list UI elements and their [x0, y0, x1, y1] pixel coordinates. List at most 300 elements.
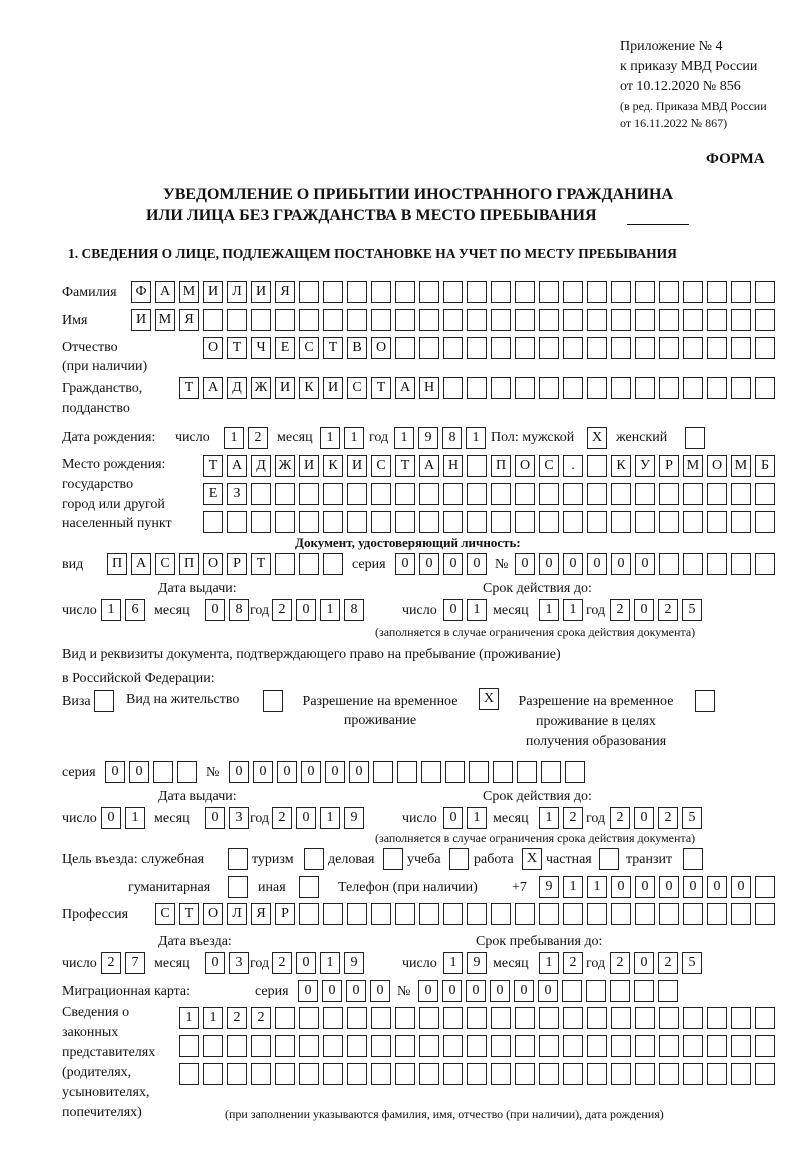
patronymic-cell[interactable]: [467, 337, 487, 359]
id-issue-year-cell[interactable]: 0: [296, 599, 316, 621]
birthplace-cell[interactable]: Н: [443, 455, 463, 477]
reps-cell[interactable]: [395, 1063, 415, 1085]
name-cell[interactable]: И: [131, 309, 151, 331]
birthplace-cell[interactable]: И: [347, 455, 367, 477]
reps-cell[interactable]: [683, 1007, 703, 1029]
birthplace-cell[interactable]: [251, 483, 271, 505]
birthplace-cell[interactable]: [275, 483, 295, 505]
id-issue-year-cell[interactable]: 8: [344, 599, 364, 621]
reps-cell[interactable]: [467, 1007, 487, 1029]
stay-valid-day-cell[interactable]: 0: [443, 807, 463, 829]
stay-doc-number-cell[interactable]: 0: [301, 761, 321, 783]
name-cell[interactable]: [203, 309, 223, 331]
reps-cell[interactable]: [515, 1007, 535, 1029]
migration-number-cell[interactable]: [658, 980, 678, 1002]
stay-issue-month-cell[interactable]: 0: [205, 807, 225, 829]
stay-doc-number-cell[interactable]: [517, 761, 537, 783]
migration-number-cell[interactable]: [610, 980, 630, 1002]
birthplace-cell[interactable]: О: [515, 455, 535, 477]
id-issue-month-cell[interactable]: 0: [205, 599, 225, 621]
stay-doc-number-cell[interactable]: [421, 761, 441, 783]
birthplace-cell[interactable]: [395, 511, 415, 533]
purpose-official-checkbox[interactable]: [228, 848, 248, 870]
citizenship-cell[interactable]: И: [275, 377, 295, 399]
profession-cell[interactable]: [683, 903, 703, 925]
migration-number-cell[interactable]: 0: [514, 980, 534, 1002]
id-doc-kind-cell[interactable]: [299, 553, 319, 575]
stay-doc-number-cell[interactable]: [493, 761, 513, 783]
birthplace-cell[interactable]: [707, 511, 727, 533]
patronymic-cell[interactable]: [491, 337, 511, 359]
reps-cell[interactable]: [395, 1007, 415, 1029]
name-cell[interactable]: [731, 309, 751, 331]
id-valid-month-cell[interactable]: 1: [539, 599, 559, 621]
reps-cell[interactable]: [587, 1007, 607, 1029]
birthplace-cell[interactable]: К: [323, 455, 343, 477]
name-cell[interactable]: [323, 309, 343, 331]
stay-doc-number-cell[interactable]: [397, 761, 417, 783]
birthplace-cell[interactable]: [611, 511, 631, 533]
id-doc-kind-cell[interactable]: С: [155, 553, 175, 575]
reps-cell[interactable]: [755, 1063, 775, 1085]
name-cell[interactable]: [299, 309, 319, 331]
reps-cell[interactable]: [539, 1035, 559, 1057]
surname-cell[interactable]: [323, 281, 343, 303]
birthplace-cell[interactable]: [707, 483, 727, 505]
reps-cell[interactable]: [707, 1035, 727, 1057]
profession-cell[interactable]: [515, 903, 535, 925]
stay-issue-year-cell[interactable]: 1: [320, 807, 340, 829]
stay-until-day-cell[interactable]: 1: [443, 952, 463, 974]
purpose-work-checkbox[interactable]: X: [522, 848, 542, 870]
stay-valid-year-cell[interactable]: 5: [682, 807, 702, 829]
patronymic-cell[interactable]: [419, 337, 439, 359]
entry-year-cell[interactable]: 9: [344, 952, 364, 974]
id-doc-number-cell[interactable]: 0: [563, 553, 583, 575]
stay-valid-year-cell[interactable]: 2: [658, 807, 678, 829]
reps-cell[interactable]: [227, 1035, 247, 1057]
stay-until-year-cell[interactable]: 0: [634, 952, 654, 974]
reps-cell[interactable]: [539, 1063, 559, 1085]
patronymic-cell[interactable]: [587, 337, 607, 359]
birthplace-cell[interactable]: [467, 483, 487, 505]
reps-cell[interactable]: [275, 1063, 295, 1085]
birthplace-cell[interactable]: [755, 511, 775, 533]
sex-female-checkbox[interactable]: [685, 427, 705, 449]
stay-until-year-cell[interactable]: 2: [658, 952, 678, 974]
reps-cell[interactable]: [467, 1063, 487, 1085]
stay-valid-year-cell[interactable]: 2: [610, 807, 630, 829]
patronymic-cell[interactable]: [659, 337, 679, 359]
migration-number-cell[interactable]: 0: [466, 980, 486, 1002]
purpose-tourism-checkbox[interactable]: [304, 848, 324, 870]
birthplace-cell[interactable]: [659, 511, 679, 533]
stay-valid-day-cell[interactable]: 1: [467, 807, 487, 829]
reps-cell[interactable]: [683, 1063, 703, 1085]
entry-day-cell[interactable]: 7: [125, 952, 145, 974]
birthplace-cell[interactable]: М: [683, 455, 703, 477]
birthplace-cell[interactable]: [539, 483, 559, 505]
birthplace-cell[interactable]: [275, 511, 295, 533]
name-cell[interactable]: [371, 309, 391, 331]
stay-valid-month-cell[interactable]: 1: [539, 807, 559, 829]
citizenship-cell[interactable]: И: [323, 377, 343, 399]
id-issue-year-cell[interactable]: 1: [320, 599, 340, 621]
birth-day-cell[interactable]: 2: [248, 427, 268, 449]
birthplace-cell[interactable]: Т: [395, 455, 415, 477]
birthplace-cell[interactable]: [635, 511, 655, 533]
reps-cell[interactable]: [395, 1035, 415, 1057]
surname-cell[interactable]: [635, 281, 655, 303]
birthplace-cell[interactable]: М: [731, 455, 751, 477]
surname-cell[interactable]: [419, 281, 439, 303]
reps-cell[interactable]: [515, 1035, 535, 1057]
patronymic-cell[interactable]: [611, 337, 631, 359]
citizenship-cell[interactable]: [467, 377, 487, 399]
reps-cell[interactable]: [659, 1035, 679, 1057]
reps-cell[interactable]: [731, 1063, 751, 1085]
name-cell[interactable]: [227, 309, 247, 331]
surname-cell[interactable]: [659, 281, 679, 303]
patronymic-cell[interactable]: Т: [323, 337, 343, 359]
birth-month-cell[interactable]: 1: [320, 427, 340, 449]
birthplace-cell[interactable]: [611, 483, 631, 505]
stay-doc-series-cell[interactable]: [177, 761, 197, 783]
reps-cell[interactable]: [371, 1063, 391, 1085]
surname-cell[interactable]: [467, 281, 487, 303]
birthplace-cell[interactable]: Т: [203, 455, 223, 477]
patronymic-cell[interactable]: О: [371, 337, 391, 359]
birthplace-cell[interactable]: [683, 511, 703, 533]
patronymic-cell[interactable]: В: [347, 337, 367, 359]
id-valid-year-cell[interactable]: 2: [610, 599, 630, 621]
entry-month-cell[interactable]: 3: [229, 952, 249, 974]
phone-cell[interactable]: 1: [587, 876, 607, 898]
stay-doc-number-cell[interactable]: 0: [325, 761, 345, 783]
name-cell[interactable]: [635, 309, 655, 331]
name-cell[interactable]: [275, 309, 295, 331]
reps-cell[interactable]: [203, 1035, 223, 1057]
birthplace-cell[interactable]: [587, 455, 607, 477]
surname-cell[interactable]: [491, 281, 511, 303]
patronymic-cell[interactable]: [707, 337, 727, 359]
birthplace-cell[interactable]: .: [563, 455, 583, 477]
patronymic-cell[interactable]: Т: [227, 337, 247, 359]
reps-cell[interactable]: [179, 1035, 199, 1057]
reps-cell[interactable]: [539, 1007, 559, 1029]
id-doc-kind-cell[interactable]: А: [131, 553, 151, 575]
phone-cell[interactable]: 0: [611, 876, 631, 898]
entry-year-cell[interactable]: 1: [320, 952, 340, 974]
patronymic-cell[interactable]: О: [203, 337, 223, 359]
phone-cell[interactable]: 0: [683, 876, 703, 898]
id-issue-month-cell[interactable]: 8: [229, 599, 249, 621]
profession-cell[interactable]: [467, 903, 487, 925]
birthplace-cell[interactable]: [587, 511, 607, 533]
migration-series-cell[interactable]: 0: [370, 980, 390, 1002]
reps-cell[interactable]: [443, 1035, 463, 1057]
profession-cell[interactable]: [755, 903, 775, 925]
sex-male-checkbox[interactable]: X: [587, 427, 607, 449]
stay-doc-number-cell[interactable]: [469, 761, 489, 783]
migration-number-cell[interactable]: [562, 980, 582, 1002]
birth-year-cell[interactable]: 9: [418, 427, 438, 449]
surname-cell[interactable]: [347, 281, 367, 303]
stay-doc-number-cell[interactable]: [565, 761, 585, 783]
birthplace-cell[interactable]: [299, 511, 319, 533]
birth-month-cell[interactable]: 1: [344, 427, 364, 449]
patronymic-cell[interactable]: [563, 337, 583, 359]
entry-year-cell[interactable]: 0: [296, 952, 316, 974]
id-issue-year-cell[interactable]: 2: [272, 599, 292, 621]
reps-cell[interactable]: [347, 1063, 367, 1085]
reps-cell[interactable]: [275, 1035, 295, 1057]
reps-cell[interactable]: [203, 1063, 223, 1085]
citizenship-cell[interactable]: Н: [419, 377, 439, 399]
id-doc-kind-cell[interactable]: П: [107, 553, 127, 575]
reps-cell[interactable]: [491, 1035, 511, 1057]
profession-cell[interactable]: О: [203, 903, 223, 925]
id-doc-kind-cell[interactable]: Р: [227, 553, 247, 575]
birthplace-cell[interactable]: [755, 483, 775, 505]
migration-number-cell[interactable]: 0: [442, 980, 462, 1002]
birthplace-cell[interactable]: [299, 483, 319, 505]
profession-cell[interactable]: [635, 903, 655, 925]
birthplace-cell[interactable]: [491, 511, 511, 533]
id-doc-series-cell[interactable]: 0: [395, 553, 415, 575]
patronymic-cell[interactable]: [635, 337, 655, 359]
residence-permit-checkbox[interactable]: [263, 690, 283, 712]
surname-cell[interactable]: [563, 281, 583, 303]
citizenship-cell[interactable]: [731, 377, 751, 399]
visa-checkbox[interactable]: [94, 690, 114, 712]
stay-issue-year-cell[interactable]: 9: [344, 807, 364, 829]
surname-cell[interactable]: [515, 281, 535, 303]
surname-cell[interactable]: А: [155, 281, 175, 303]
temp-edu-checkbox[interactable]: [695, 690, 715, 712]
birthplace-cell[interactable]: [443, 511, 463, 533]
citizenship-cell[interactable]: [491, 377, 511, 399]
profession-cell[interactable]: Я: [251, 903, 271, 925]
birthplace-cell[interactable]: [371, 483, 391, 505]
name-cell[interactable]: [683, 309, 703, 331]
id-doc-number-cell[interactable]: [707, 553, 727, 575]
birthplace-cell[interactable]: [587, 483, 607, 505]
name-cell[interactable]: [659, 309, 679, 331]
stay-doc-number-cell[interactable]: [373, 761, 393, 783]
stay-issue-year-cell[interactable]: 2: [272, 807, 292, 829]
stay-doc-number-cell[interactable]: 0: [349, 761, 369, 783]
stay-doc-series-cell[interactable]: [153, 761, 173, 783]
name-cell[interactable]: [515, 309, 535, 331]
migration-number-cell[interactable]: [586, 980, 606, 1002]
birthplace-cell[interactable]: [419, 483, 439, 505]
reps-cell[interactable]: [275, 1007, 295, 1029]
patronymic-cell[interactable]: [755, 337, 775, 359]
birthplace-cell[interactable]: А: [227, 455, 247, 477]
birthplace-cell[interactable]: [347, 483, 367, 505]
stay-doc-number-cell[interactable]: 0: [277, 761, 297, 783]
id-doc-number-cell[interactable]: [731, 553, 751, 575]
birthplace-cell[interactable]: П: [491, 455, 511, 477]
surname-cell[interactable]: М: [179, 281, 199, 303]
reps-cell[interactable]: [611, 1007, 631, 1029]
patronymic-cell[interactable]: Ч: [251, 337, 271, 359]
surname-cell[interactable]: [395, 281, 415, 303]
reps-cell[interactable]: [755, 1007, 775, 1029]
name-cell[interactable]: [539, 309, 559, 331]
profession-cell[interactable]: Р: [275, 903, 295, 925]
id-issue-day-cell[interactable]: 1: [101, 599, 121, 621]
reps-cell[interactable]: [419, 1063, 439, 1085]
reps-cell[interactable]: [515, 1063, 535, 1085]
birthplace-cell[interactable]: [563, 483, 583, 505]
stay-valid-year-cell[interactable]: 0: [634, 807, 654, 829]
name-cell[interactable]: [707, 309, 727, 331]
reps-cell[interactable]: 1: [203, 1007, 223, 1029]
phone-cell[interactable]: [755, 876, 775, 898]
reps-cell[interactable]: 2: [227, 1007, 247, 1029]
birthplace-cell[interactable]: Р: [659, 455, 679, 477]
surname-cell[interactable]: Л: [227, 281, 247, 303]
phone-cell[interactable]: 0: [635, 876, 655, 898]
patronymic-cell[interactable]: [683, 337, 703, 359]
id-doc-number-cell[interactable]: 0: [635, 553, 655, 575]
birthplace-cell[interactable]: [491, 483, 511, 505]
patronymic-cell[interactable]: [731, 337, 751, 359]
reps-cell[interactable]: [299, 1007, 319, 1029]
stay-issue-day-cell[interactable]: 1: [125, 807, 145, 829]
reps-cell[interactable]: [755, 1035, 775, 1057]
birthplace-cell[interactable]: У: [635, 455, 655, 477]
id-issue-day-cell[interactable]: 6: [125, 599, 145, 621]
phone-cell[interactable]: 0: [731, 876, 751, 898]
surname-cell[interactable]: [683, 281, 703, 303]
surname-cell[interactable]: И: [251, 281, 271, 303]
stay-doc-number-cell[interactable]: [445, 761, 465, 783]
birthplace-cell[interactable]: [683, 483, 703, 505]
entry-day-cell[interactable]: 2: [101, 952, 121, 974]
citizenship-cell[interactable]: [683, 377, 703, 399]
reps-cell[interactable]: [419, 1035, 439, 1057]
surname-cell[interactable]: [371, 281, 391, 303]
purpose-private-checkbox[interactable]: [599, 848, 619, 870]
citizenship-cell[interactable]: [587, 377, 607, 399]
surname-cell[interactable]: [611, 281, 631, 303]
reps-cell[interactable]: [227, 1063, 247, 1085]
citizenship-cell[interactable]: А: [203, 377, 223, 399]
reps-cell[interactable]: [323, 1063, 343, 1085]
birthplace-cell[interactable]: [467, 511, 487, 533]
citizenship-cell[interactable]: [515, 377, 535, 399]
stay-until-month-cell[interactable]: 2: [563, 952, 583, 974]
migration-number-cell[interactable]: 0: [538, 980, 558, 1002]
id-doc-series-cell[interactable]: 0: [467, 553, 487, 575]
profession-cell[interactable]: [563, 903, 583, 925]
birthplace-cell[interactable]: К: [611, 455, 631, 477]
name-cell[interactable]: [563, 309, 583, 331]
birthplace-cell[interactable]: [323, 483, 343, 505]
id-doc-kind-cell[interactable]: [323, 553, 343, 575]
patronymic-cell[interactable]: [443, 337, 463, 359]
migration-number-cell[interactable]: [634, 980, 654, 1002]
profession-cell[interactable]: [659, 903, 679, 925]
profession-cell[interactable]: [539, 903, 559, 925]
profession-cell[interactable]: Л: [227, 903, 247, 925]
id-doc-kind-cell[interactable]: О: [203, 553, 223, 575]
id-valid-year-cell[interactable]: 5: [682, 599, 702, 621]
reps-cell[interactable]: [491, 1063, 511, 1085]
birthplace-cell[interactable]: [323, 511, 343, 533]
profession-cell[interactable]: [347, 903, 367, 925]
entry-month-cell[interactable]: 0: [205, 952, 225, 974]
reps-cell[interactable]: [611, 1035, 631, 1057]
birthplace-cell[interactable]: С: [371, 455, 391, 477]
reps-cell[interactable]: [179, 1063, 199, 1085]
birthplace-cell[interactable]: [227, 511, 247, 533]
id-doc-number-cell[interactable]: 0: [587, 553, 607, 575]
profession-cell[interactable]: [587, 903, 607, 925]
citizenship-cell[interactable]: Т: [371, 377, 391, 399]
reps-cell[interactable]: [635, 1035, 655, 1057]
birthplace-cell[interactable]: [731, 511, 751, 533]
reps-cell[interactable]: [323, 1007, 343, 1029]
id-doc-number-cell[interactable]: [683, 553, 703, 575]
reps-cell[interactable]: [371, 1035, 391, 1057]
reps-cell[interactable]: [299, 1063, 319, 1085]
stay-issue-year-cell[interactable]: 0: [296, 807, 316, 829]
citizenship-cell[interactable]: А: [395, 377, 415, 399]
citizenship-cell[interactable]: С: [347, 377, 367, 399]
reps-cell[interactable]: [251, 1063, 271, 1085]
phone-cell[interactable]: 0: [707, 876, 727, 898]
stay-issue-day-cell[interactable]: 0: [101, 807, 121, 829]
migration-series-cell[interactable]: 0: [322, 980, 342, 1002]
surname-cell[interactable]: [707, 281, 727, 303]
name-cell[interactable]: Я: [179, 309, 199, 331]
migration-number-cell[interactable]: 0: [418, 980, 438, 1002]
surname-cell[interactable]: [299, 281, 319, 303]
reps-cell[interactable]: [491, 1007, 511, 1029]
citizenship-cell[interactable]: [611, 377, 631, 399]
profession-cell[interactable]: [491, 903, 511, 925]
birthplace-cell[interactable]: А: [419, 455, 439, 477]
birthplace-cell[interactable]: [395, 483, 415, 505]
id-valid-day-cell[interactable]: 0: [443, 599, 463, 621]
birthplace-cell[interactable]: [443, 483, 463, 505]
reps-cell[interactable]: [443, 1007, 463, 1029]
migration-series-cell[interactable]: 0: [346, 980, 366, 1002]
id-doc-number-cell[interactable]: [659, 553, 679, 575]
citizenship-cell[interactable]: Ж: [251, 377, 271, 399]
birth-year-cell[interactable]: 1: [466, 427, 486, 449]
surname-cell[interactable]: [731, 281, 751, 303]
name-cell[interactable]: [347, 309, 367, 331]
profession-cell[interactable]: [443, 903, 463, 925]
birthplace-cell[interactable]: Б: [755, 455, 775, 477]
stay-until-month-cell[interactable]: 1: [539, 952, 559, 974]
patronymic-cell[interactable]: [515, 337, 535, 359]
id-doc-number-cell[interactable]: 0: [539, 553, 559, 575]
stay-valid-month-cell[interactable]: 2: [563, 807, 583, 829]
citizenship-cell[interactable]: Д: [227, 377, 247, 399]
surname-cell[interactable]: Я: [275, 281, 295, 303]
birthplace-cell[interactable]: [347, 511, 367, 533]
birthplace-cell[interactable]: [731, 483, 751, 505]
birthplace-cell[interactable]: [563, 511, 583, 533]
birthplace-cell[interactable]: [659, 483, 679, 505]
reps-cell[interactable]: [251, 1035, 271, 1057]
